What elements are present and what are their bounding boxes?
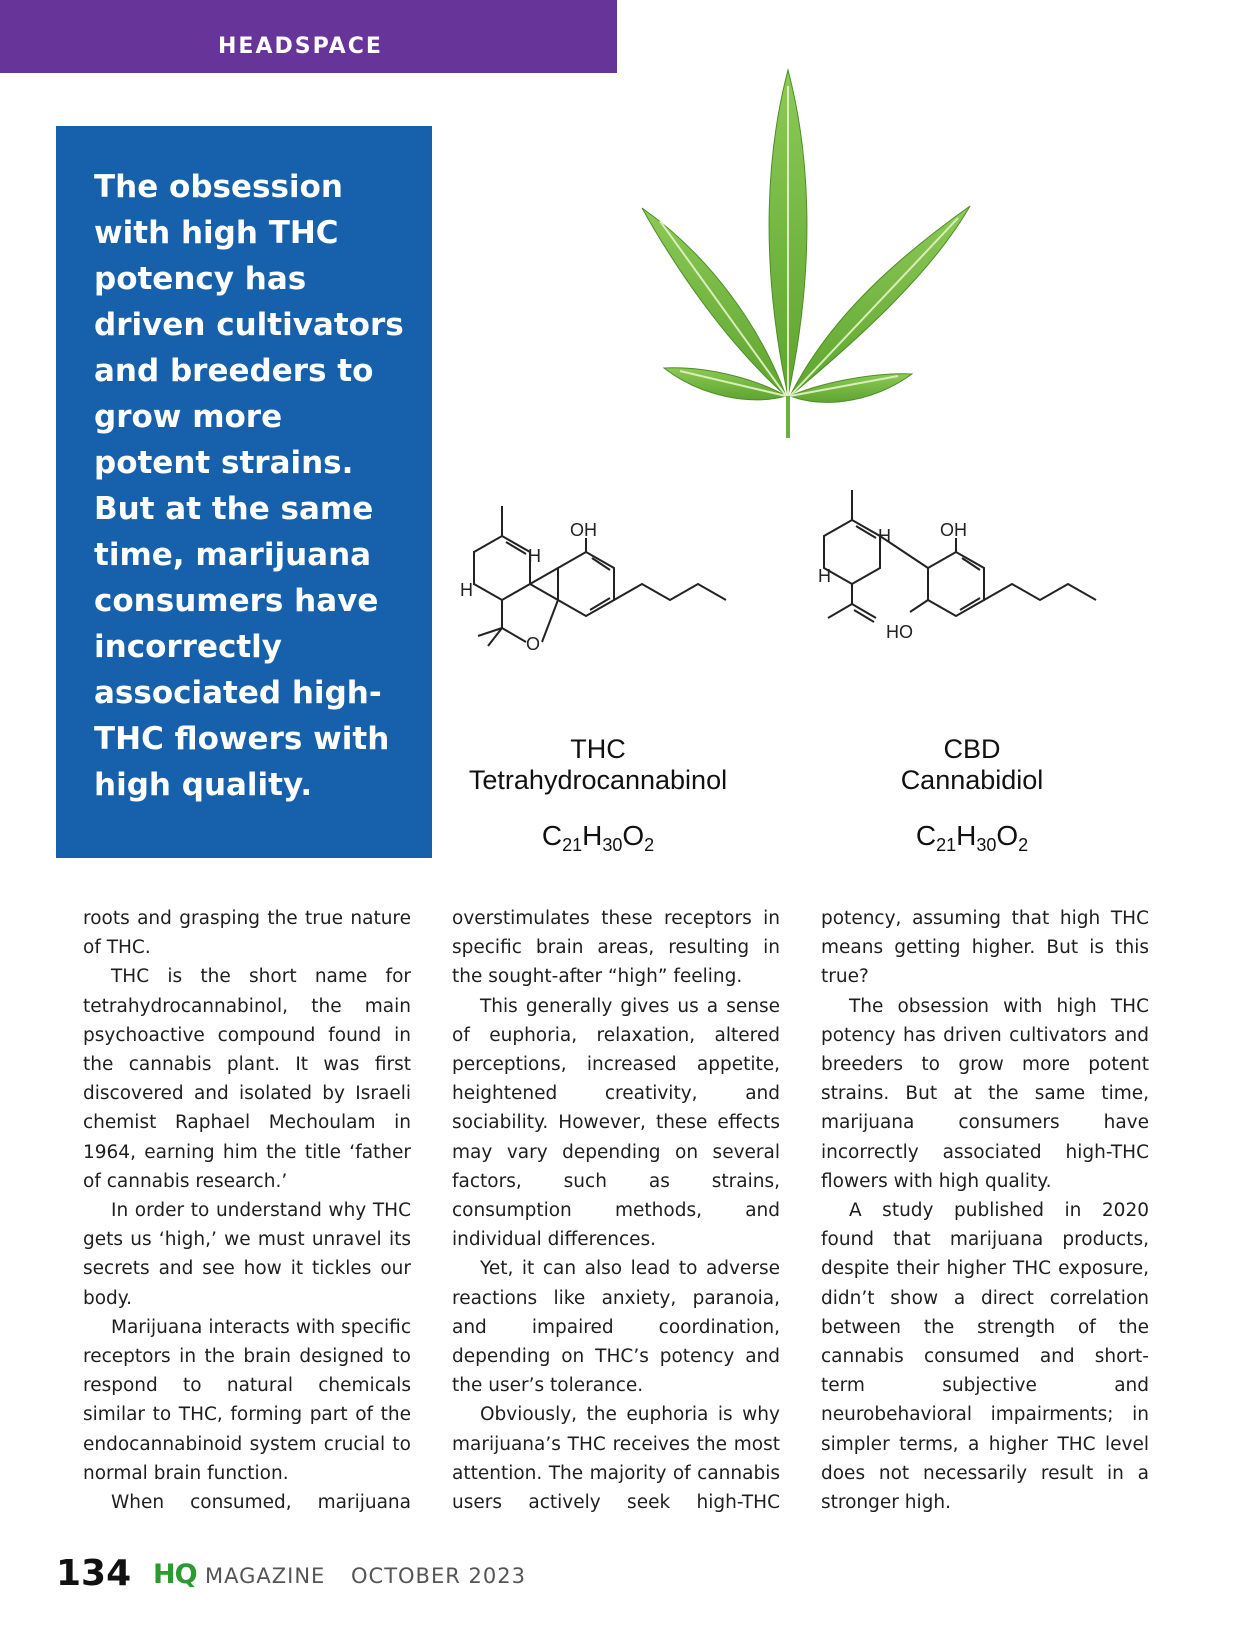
paragraph: overstimulates these receptors in specific brain areas, resulting in the sought-after “high” feeling. — [452, 908, 780, 988]
cbd-name: Cannabidiol — [900, 765, 1044, 795]
cbd-abbr: CBD — [943, 734, 1001, 764]
hq-logo: HQ — [153, 1559, 197, 1590]
paragraph: The obsession with high THC potency has driven cultivators and breeders to grow more potent strains. But at the same time, marijuana consumers have incorrectly associated high-THC flowers with high quality. — [821, 995, 1149, 1192]
article-column-3 — [821, 904, 1149, 1517]
cbd-ho-label: HO — [886, 622, 913, 642]
cbd-h-label-1: H — [878, 526, 891, 546]
page-number: 134 — [56, 1553, 132, 1594]
cbd-oh-label: OH — [940, 520, 967, 540]
paragraph: Yet, it can also lead to adverse reactions like anxiety, paranoia, and impaired coordination, depending on THC’s potency and the user’s tolerance. — [452, 1258, 780, 1397]
thc-abbr: THC — [570, 734, 626, 764]
cbd-h-label-2: H — [818, 566, 831, 586]
section-header-bar — [0, 0, 617, 73]
section-label: HEADSPACE — [218, 34, 383, 59]
thc-name: Tetrahydrocannabinol — [468, 765, 728, 795]
thc-structure-diagram — [460, 486, 740, 656]
paragraph: roots and grasping the true nature of THC. — [83, 908, 411, 959]
pull-quote-box — [56, 126, 432, 858]
issue-date: OCTOBER 2023 — [351, 1564, 526, 1588]
thc-formula: $C_{21}H_{30}O_2$ — [541, 820, 655, 855]
paragraph: In order to understand why THC gets us ‘high,’ we must unravel its secrets and see how it tickles our body. — [83, 1200, 411, 1309]
pull-quote-text: The obsession with high THC potency has driven cultivators and breeders to grow more potent strains. But at the same time, marijuana consumers have incorrectly associated high-THC flowers with high quality. — [94, 169, 404, 803]
thc-h-label-2: H — [460, 580, 473, 600]
thc-h-label-1: H — [528, 546, 541, 566]
cbd-formula: $C_{21}H_{30}O_2$ — [915, 820, 1029, 855]
thc-o-label: O — [526, 634, 541, 654]
article-column-1 — [83, 904, 411, 1517]
paragraph: Obviously, the euphoria is why marijuana’s THC receives the most attention. The majority of cannabis users actively seek high-THC — [452, 1404, 780, 1514]
cbd-structure-diagram — [818, 486, 1118, 656]
paragraph: This generally gives us a sense of euphoria, relaxation, altered perceptions, increased appetite, heightened creativity, and sociability. However, these effects may vary depending on several factors, such as strains, consumption methods, and individual differences. — [452, 995, 780, 1251]
paragraph: potency, assuming that high THC means getting higher. But is this true? — [821, 908, 1149, 988]
paragraph: THC is the short name for tetrahydrocannabinol, the main psychoactive compound found in the cannabis plant. It was first discovered and isolated by Israeli chemist Raphael Mechoulam in 1964, earning him the title ‘father of cannabis research.’ — [83, 966, 411, 1192]
cannabis-leaf-icon — [640, 66, 980, 440]
magazine-name: MAGAZINE — [205, 1564, 326, 1588]
paragraph: A study published in 2020 found that marijuana products, despite their higher THC exposure, didn’t show a direct correlation between the strength of the cannabis consumed and short-term subjective and neurobehavioral impairments; in simpler terms, a higher THC level does not necessarily result in a stronger high. — [821, 1200, 1149, 1514]
paragraph: Marijuana interacts with specific receptors in the brain designed to respond to natural chemicals similar to THC, forming part of the endocannabinoid system crucial to normal brain function. — [83, 1316, 411, 1484]
article-column-2 — [452, 904, 780, 1517]
thc-oh-label: OH — [570, 520, 597, 540]
paragraph: When consumed, marijuana — [111, 1492, 411, 1514]
